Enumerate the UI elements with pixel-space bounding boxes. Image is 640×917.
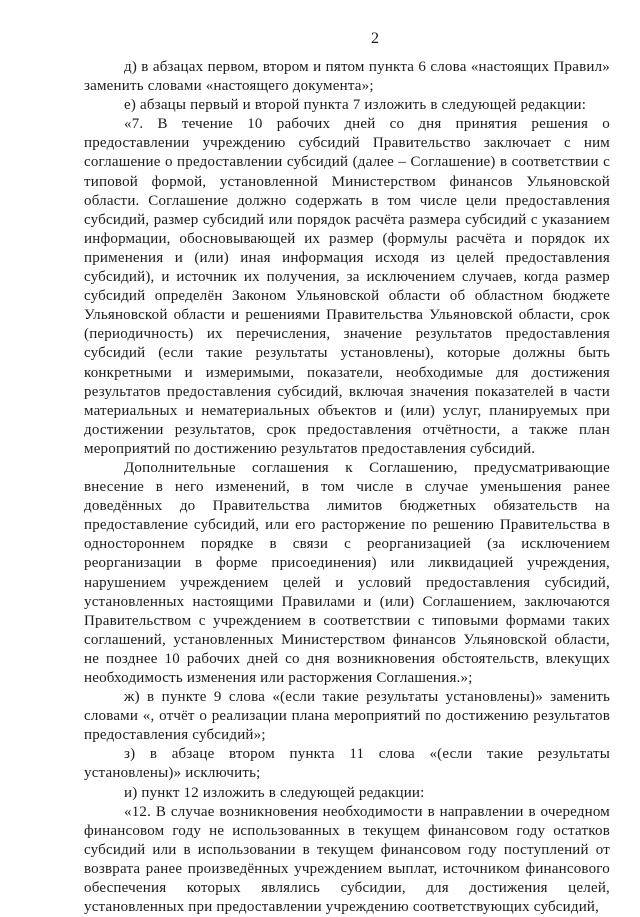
paragraph-item-zh: ж) в пункте 9 слова «(если такие результаты установлены)» заменить словами «, отчёт о реализации плана мероприятий по достижению результатов предоставления субсидий»; — [84, 689, 610, 744]
paragraph-item-z: з) в абзаце втором пункта 11 слова «(если такие результаты установлены)» исключить; — [84, 746, 610, 782]
page-number: 2 — [371, 30, 379, 47]
paragraph-item-d: д) в абзацах первом, втором и пятом пункта 6 слова «настоящих Правил» заменить словами «настоящего документа»; — [84, 59, 610, 95]
paragraph-item-e: е) абзацы первый и второй пункта 7 изложить в следующей редакции: — [124, 97, 587, 114]
paragraph-point-7-first: «7. В течение 10 рабочих дней со дня принятия решения о предоставлении учреждению субсидий Правительство заключает с ним соглашение о предоставлении субсидий (далее – Соглашение) в соответствии с типовой формой, установленной Министерством финансов Ульяновской области. Соглашение должно содержать в том числе цели предоставления субсидий, размер субсидий или порядок расчёта размера субсидий с указанием информации, обосновывающей их размер (формулы расчёта и порядок их применения и (или) иная информация исходя из целей предоставления субсидий), и источник их получения, за исключением случаев, когда размер субсидий определён Законом Ульяновской области об областном бюджете Ульяновской области и решениями Правительства Ульяновской области, срок (периодичность) их перечисления, значение результатов предоставления субсидий (если такие результаты установлены), которые должны быть конкретными и измеримыми, показатели, необходимые для достижения результатов предоставления субсидий, включая значения показателей в части материальных и нематериальных объектов и (или) услуг, планируемых при достижении результатов, срок предоставления отчётности, а также план мероприятий по достижению результатов предоставления субсидий. — [84, 116, 610, 457]
document-body — [84, 58, 610, 917]
paragraph-point-7-second: Дополнительные соглашения к Соглашению, предусматривающие внесение в него изменений, в том числе в случае уменьшения ранее доведённых до Правительства лимитов бюджетных обязательств на предоставление субсидий, или его расторжение по решению Правительства в одностороннем порядке в связи с реорганизацией (за исключением реорганизации в форме присоединения) или ликвидацией учреждения, нарушением учреждением целей и условий предоставления субсидий, установленных настоящими Правилами и (или) Соглашением, заключаются Правительством с учреждением в соответствии с типовыми формами таких соглашений, установленных Министерством финансов Ульяновской области, не позднее 10 рабочих дней со дня возникновения обстоятельств, влекущих необходимость изменения или расторжения Соглашения.»; — [84, 459, 610, 686]
paragraph-item-i: и) пункт 12 изложить в следующей редакции: — [124, 784, 425, 801]
paragraph-point-12: «12. В случае возникновения необходимости в направлении в очередном финансовом году не использованных в текущем финансовом году остатков субсидий или в использовании в текущем финансовом году поступлений от возврата ранее произведённых учреждением выплат, источником финансового обеспечения которых являлись субсидии, для достижения целей, установленных при предоставлении учреждению соответствующих субсидий, — [84, 803, 610, 916]
